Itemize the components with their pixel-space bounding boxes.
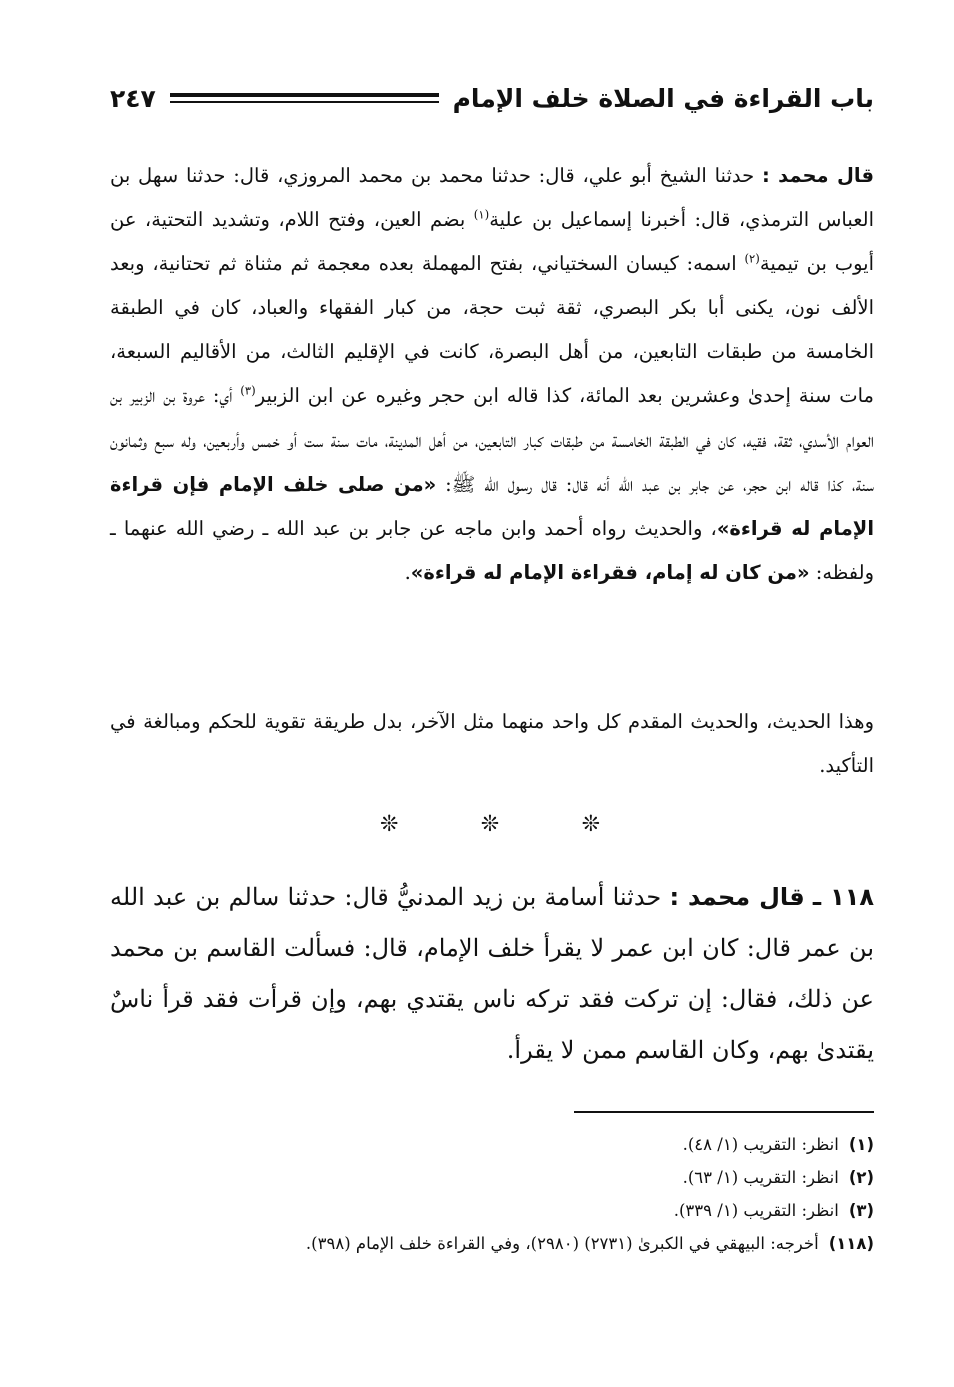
paragraph-text: ، والحديث رواه أحمد وابن ماجه عن جابر بن عبد الله ـ رضي الله عنهما ـ ولفظه: — [110, 516, 874, 584]
footnote-text: انظر: التقريب (١/ ٣٣٩). — [673, 1201, 839, 1220]
footnote-text: انظر: التقريب (١/ ٤٨). — [682, 1135, 839, 1154]
footnote-item — [110, 1227, 874, 1260]
paragraph-text: أي: عروة بن الزبير بن العوام الأسدي، ثقة، فقيه، كان في الطبقة الخامسة من طبقات كبار التابعين، من أهل المدينة، مات سنة ست أو خمس وأربعين، وله سبع وثمانون سنة، كذا قاله ابن حجر، عن جابر بن عبد الله أنه قال: قال رسول الله ﷺ: — [110, 384, 874, 496]
section-separator — [380, 812, 600, 837]
footnote-ref-2: (٢) — [744, 251, 760, 266]
hadith-quote: «من صلى خلف الإمام فإن قراءة الإمام له قراءة» — [110, 472, 874, 540]
hadith-quote: «من كان له إمام، فقراءة الإمام له قراءة» — [410, 560, 810, 584]
footnote-divider — [574, 1111, 874, 1113]
footnote-text: أخرجه: البيهقي في الكبرىٰ (٢٧٣١) (٢٩٨٠)، وفي القراءة خلف الإمام (٣٩٨). — [305, 1234, 819, 1253]
footnote-ref-3: (٣) — [240, 383, 256, 398]
header-rule — [170, 93, 439, 103]
star-ornament-icon: ❊ — [581, 812, 600, 837]
paragraph-text: وهذا الحديث، والحديث المقدم كل واحد منهما مثل الآخر، بدل طريقة تقوية للحكم ومبالغة في التأكيد. — [110, 710, 874, 777]
hadith-number: ١١٨ ـ — [812, 883, 875, 911]
footnote-text: انظر: التقريب (١/ ٦٣). — [682, 1168, 839, 1187]
footnote-item — [110, 1128, 874, 1161]
footnote-item — [110, 1161, 874, 1194]
paragraph-text: حدثنا الشيخ أبو علي، قال: حدثنا محمد بن محمد المروزي، قال: حدثنا سهل بن العباس الترمذي، قال: أخبرنا إسماعيل بن علية — [110, 164, 874, 232]
hadith-118-paragraph — [110, 872, 874, 1076]
footnotes — [110, 1128, 874, 1260]
star-ornament-icon: ❊ — [380, 812, 399, 837]
footnote-number: (١) — [848, 1135, 874, 1154]
footnote-number: (٣) — [848, 1201, 874, 1220]
chapter-title: باب القراءة في الصلاة خلف الإمام — [452, 83, 874, 113]
paragraph-text: اسمه: كيسان السختياني، بفتح المهملة بعده معجمة ثم مثناة ثم تحتانية، وبعد الألف نون، يكنى أبا بكر البصري، ثقة ثبت حجة، من كبار الفقهاء والعباد، كان في الطبقة الخامسة من طبقات التابعين، من أهل البصرة، كانت في الإقليم الثالث، من الأقاليم السبعة، مات سنة إحدىٰ وعشرين بعد المائة، كذا قاله ابن حجر وغيره عن ابن الزبير — [110, 252, 874, 408]
commentary-paragraph — [110, 700, 874, 788]
footnote-item — [110, 1194, 874, 1227]
footnote-number: (٢) — [848, 1168, 874, 1187]
page-number: ٢٤٧ — [110, 83, 156, 113]
paragraph-lead: قال محمد : — [669, 883, 805, 911]
page-header — [110, 76, 874, 120]
footnote-number: (١١٨) — [828, 1234, 874, 1253]
paragraph-lead: قال محمد : — [761, 164, 874, 187]
paragraph-text: . — [404, 560, 411, 584]
paragraph-text: حدثنا أسامة بن زيد المدنيُّ قال: حدثنا سالم بن عبد الله بن عمر قال: كان ابن عمر لا يقرأ خلف الإمام، قال: فسألت القاسم بن محمد عن ذلك، فقال: إن تركت فقد تركه ناس يقتدي بهم، وإن قرأت فقد قرأ ناسٌ يقتدىٰ بهم، وكان القاسم ممن لا يقرأ. — [110, 883, 874, 1064]
star-ornament-icon: ❊ — [480, 812, 500, 837]
paragraph-text: بضم العين، وفتح اللام، وتشديد التحتية، عن أيوب بن تيمية — [110, 208, 874, 276]
footnote-ref-1: (١) — [473, 207, 490, 222]
main-paragraph — [110, 154, 874, 595]
